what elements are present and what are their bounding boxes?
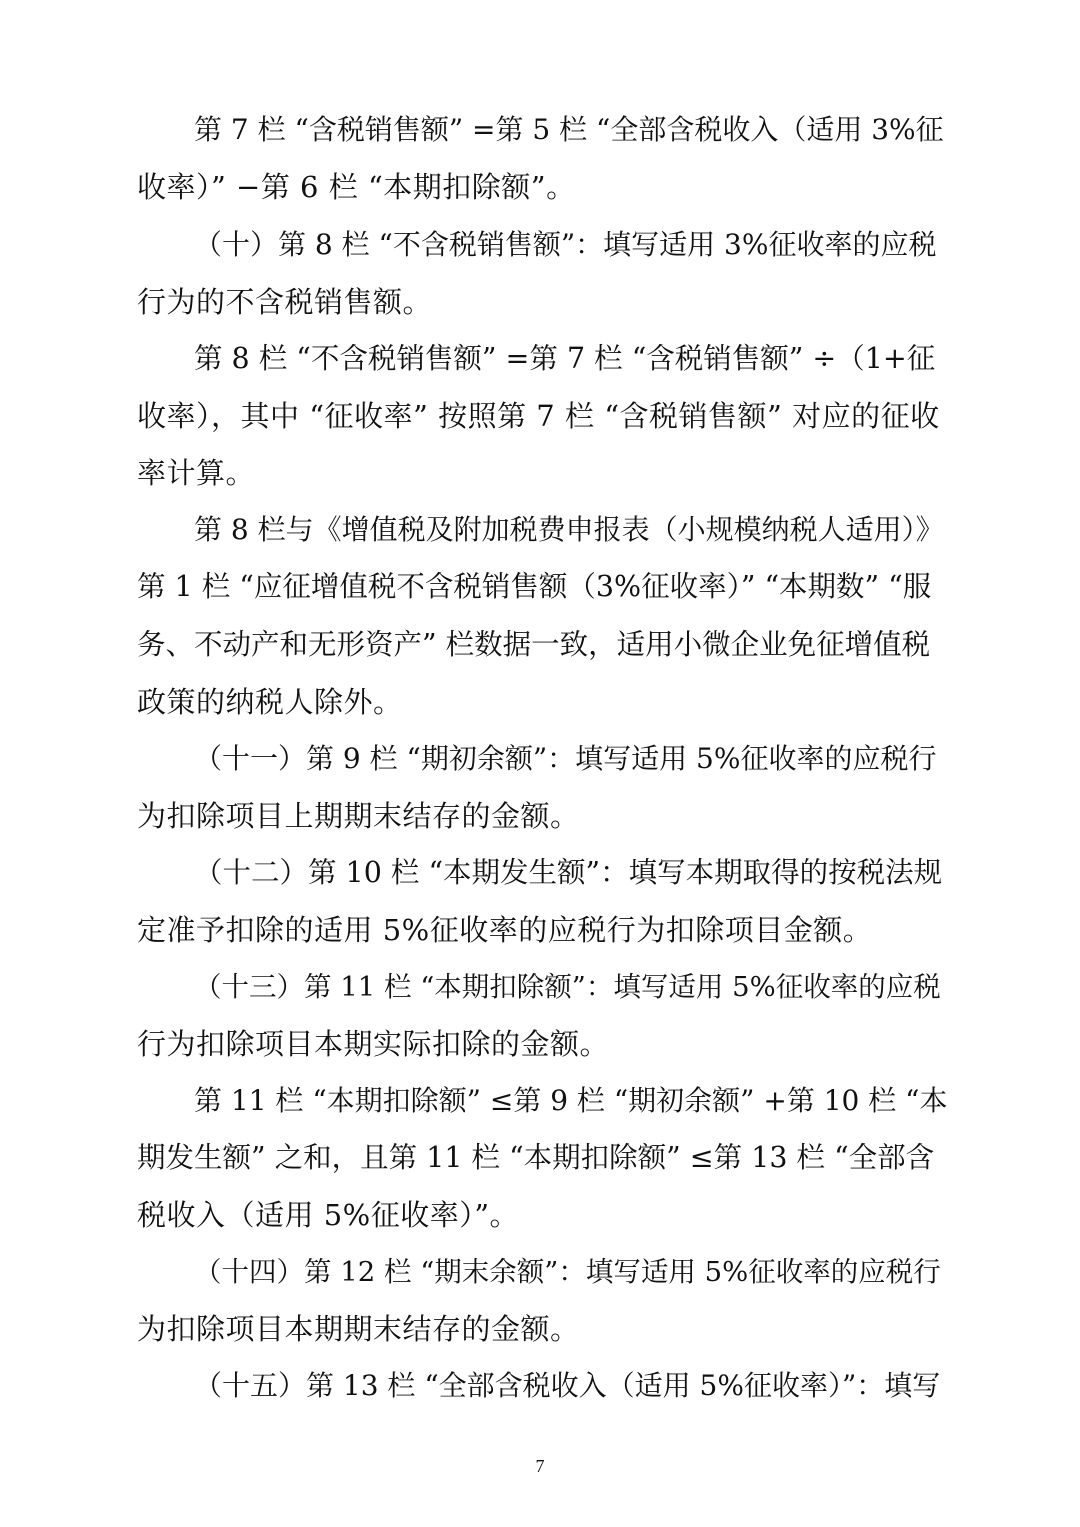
text-line: （十五）第 13 栏 “全部含税收入（适用 5%征收率）”：填写	[194, 1369, 941, 1402]
text-line: 为扣除项目上期期末结存的金额。	[137, 799, 580, 833]
text-line: 行为扣除项目本期实际扣除的金额。	[137, 1027, 610, 1061]
text-line: 税收入（适用 5%征收率）”。	[137, 1198, 520, 1232]
text-line: 第 1 栏 “应征增值税不含税销售额（3%征收率）” “本期数” “服	[137, 570, 932, 603]
text-line: （十一）第 9 栏 “期初余额”：填写适用 5%征收率的应税行	[194, 742, 937, 775]
text-line: 收率），其中 “征收率” 按照第 7 栏 “含税销售额” 对应的征收	[137, 399, 940, 433]
text-line: 率计算。	[137, 456, 256, 490]
text-line: 为扣除项目本期期末结存的金额。	[137, 1312, 580, 1346]
text-line: （十二）第 10 栏 “本期发生额”：填写本期取得的按税法规	[194, 856, 943, 889]
page-number: 7	[535, 1456, 545, 1476]
text-line: 第 8 栏与《增值税及附加税费申报表（小规模纳税人适用）》	[194, 513, 944, 546]
text-line: （十三）第 11 栏 “本期扣除额”：填写适用 5%征收率的应税	[194, 971, 941, 1003]
text-line: 定准予扣除的适用 5%征收率的应税行为扣除项目金额。	[137, 913, 873, 947]
text-line: 行为的不含税销售额。	[137, 285, 433, 319]
text-line: 期发生额” 之和，且第 11 栏 “本期扣除额” ≤第 13 栏 “全部含	[137, 1141, 935, 1174]
text-line: 第 11 栏 “本期扣除额” ≤第 9 栏 “期初余额” +第 10 栏 “本	[194, 1084, 948, 1117]
text-line: 收率）” −第 6 栏 “本期扣除额”。	[137, 170, 576, 204]
text-line: 第 8 栏 “不含税销售额” =第 7 栏 “含税销售额” ÷（1+征	[194, 342, 936, 375]
text-line: 务、不动产和无形资产” 栏数据一致，适用小微企业免征增值税	[137, 628, 931, 661]
text-line: （十）第 8 栏 “不含税销售额”：填写适用 3%征收率的应税	[194, 228, 937, 261]
text-line: （十四）第 12 栏 “期末余额”：填写适用 5%征收率的应税行	[194, 1256, 941, 1288]
text-line: 第 7 栏 “含税销售额” =第 5 栏 “全部含税收入（适用 3%征	[194, 113, 944, 146]
text-line: 政策的纳税人除外。	[137, 685, 403, 719]
